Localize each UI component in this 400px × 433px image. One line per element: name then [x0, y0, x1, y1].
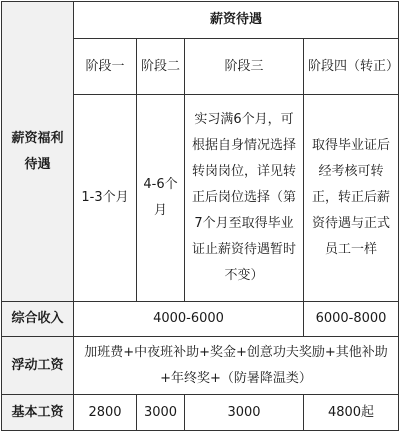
- income-value: 4000-6000: [74, 302, 304, 337]
- stage-header: 阶段三: [185, 39, 304, 95]
- base-value: 4800起: [304, 395, 399, 431]
- salary-table-container: [1, 1, 399, 431]
- table-row: [2, 2, 399, 39]
- stage-period: 4-6个月: [137, 95, 185, 302]
- base-label: 基本工资: [2, 395, 74, 431]
- base-value: 3000: [137, 395, 185, 431]
- float-value: 加班费+中夜班补助+奖金+创意功夫奖励+其他补助+年终奖+（防暑降温类）: [74, 337, 399, 395]
- base-value: 3000: [185, 395, 304, 431]
- stage-period: 取得毕业证后经考核可转正，转正后薪资待遇与正式员工一样: [304, 95, 399, 302]
- stage-header: 阶段一: [74, 39, 137, 95]
- table-row: [2, 395, 399, 431]
- welfare-label-text: 薪资福利待遇: [11, 130, 64, 172]
- salary-table: [1, 1, 399, 431]
- stage-header: 阶段二: [137, 39, 185, 95]
- income-label: 综合收入: [2, 302, 74, 337]
- table-title: 薪资待遇: [74, 2, 399, 39]
- float-label: 浮动工资: [2, 337, 74, 395]
- stage-header: 阶段四（转正）: [304, 39, 399, 95]
- table-row: [2, 302, 399, 337]
- stage-period: 1-3个月: [74, 95, 137, 302]
- welfare-label: [2, 2, 74, 302]
- table-row: [2, 337, 399, 395]
- stage-period: 实习满6个月，可根据自身情况选择转岗岗位，详见转正后岗位选择（第7个月至取得毕业证止薪资待遇暂时不变）: [185, 95, 304, 302]
- income-value: 6000-8000: [304, 302, 399, 337]
- base-value: 2800: [74, 395, 137, 431]
